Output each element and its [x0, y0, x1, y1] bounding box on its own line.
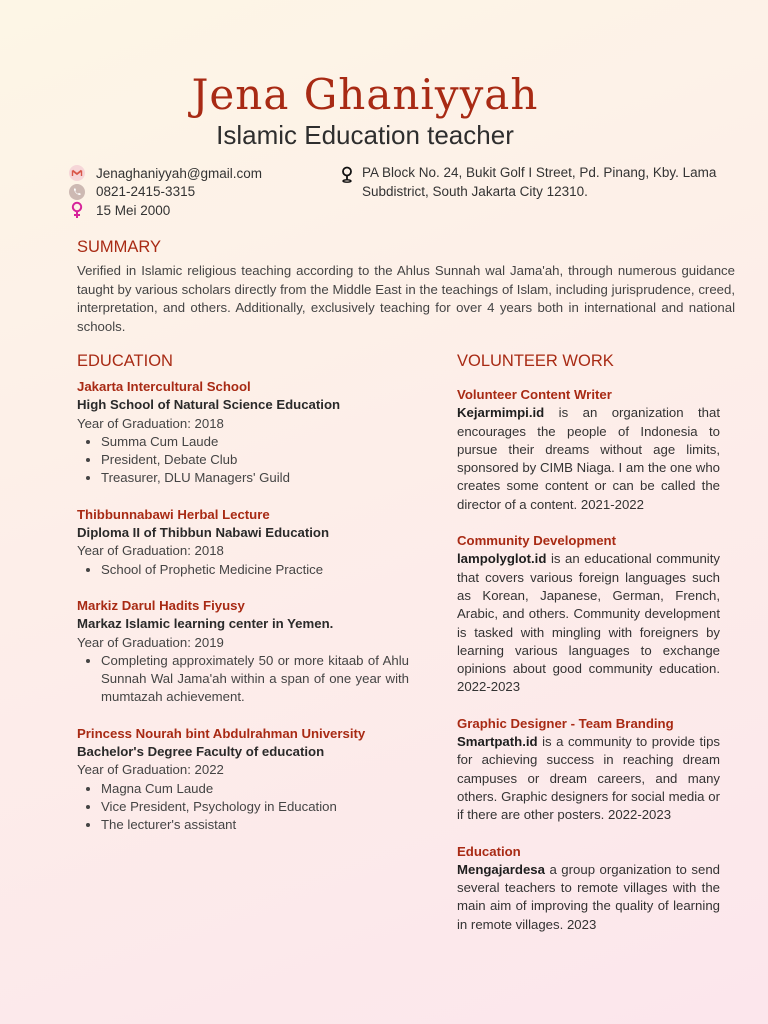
volunteer-desc-text: is an organization that encourages the people of Indonesia to pursue their dreams without age limits, sponsored by CIMB Niaga. I am the one who creates some content or can be called the director of a content. 2021-2022	[457, 405, 720, 512]
volunteer-title: Community Development	[457, 533, 617, 549]
education-degree: Diploma II of Thibbun Nabawi Education	[77, 525, 330, 541]
volunteer-title: Education	[457, 843, 521, 859]
education-entry	[77, 725, 409, 835]
education-bullet: • Magna Cum Laude	[101, 780, 409, 798]
education-entry	[77, 506, 409, 579]
contact-address-block	[340, 164, 730, 201]
education-year: Year of Graduation: 2018	[77, 415, 224, 431]
education-entry	[77, 597, 409, 707]
contact-list	[68, 164, 262, 220]
education-heading: EDUCATION	[77, 352, 173, 370]
female-icon	[68, 202, 86, 218]
contact-phone: 0821-2415-3315	[96, 184, 196, 200]
contact-email[interactable]: Jenaghaniyyah@gmail.com	[96, 165, 263, 181]
education-bullet: • School of Prophetic Medicine Practice	[101, 561, 409, 579]
volunteer-org: lampolyglot.id	[457, 551, 547, 567]
volunteer-entry	[457, 715, 720, 825]
volunteer-title: Graphic Designer - Team Branding	[457, 715, 674, 731]
education-bullet: • Treasurer, DLU Managers' Guild	[101, 469, 409, 487]
contact-birthdate-row	[68, 201, 262, 220]
education-bullet: • Vice President, Psychology in Education	[101, 798, 409, 816]
education-year: Year of Graduation: 2019	[77, 634, 224, 650]
volunteer-desc-text: is a community to provide tips for achieving success in reaching dream campuses or dream careers, and many others. Graphic designers for social media or if there are other posters. 2022-2023	[457, 734, 720, 823]
volunteer-description	[457, 550, 720, 696]
gmail-icon	[68, 165, 86, 181]
location-pin-icon	[340, 164, 354, 201]
volunteer-desc-text: is an educational community that covers various foreign languages such as Korean, Japanese, German, French, Arabic, and others. Community development is tasked with mingling with foreigners by learning various languages to exchange opinions about good community education. 2022-2023	[457, 551, 720, 695]
education-year: Year of Graduation: 2022	[77, 762, 224, 778]
volunteer-column	[457, 386, 720, 952]
education-bullets	[77, 652, 409, 707]
volunteer-description	[457, 733, 720, 824]
contact-address: PA Block No. 24, Bukit Golf I Street, Pd. Pinang, Kby. Lama Subdistrict, South Jakarta City 12310.	[362, 165, 717, 199]
education-degree: High School of Natural Science Education	[77, 397, 341, 413]
volunteer-entry	[457, 386, 720, 514]
education-column	[77, 378, 409, 853]
education-bullets	[77, 780, 409, 835]
education-school: Markiz Darul Hadits Fiyusy	[77, 597, 245, 613]
summary-heading: SUMMARY	[77, 238, 162, 256]
education-bullets	[77, 433, 409, 488]
contact-phone-row	[68, 183, 262, 202]
volunteer-title: Volunteer Content Writer	[457, 387, 612, 402]
volunteer-description	[457, 404, 720, 514]
volunteer-entry	[457, 843, 720, 934]
education-bullet: • The lecturer's assistant	[101, 816, 409, 834]
volunteer-description	[457, 861, 720, 934]
education-degree: Markaz Islamic learning center in Yemen.	[77, 616, 334, 632]
education-bullet: • Completing approximately 50 or more kitaab of Ahlu Sunnah Wal Jama'ah within a span of one year with mumtazah achievement.	[101, 652, 409, 707]
volunteer-org: Mengajardesa	[457, 861, 545, 877]
resume-name: Jena Ghaniyyah	[191, 70, 539, 119]
contact-email-row	[68, 164, 262, 183]
volunteer-org: Smartpath.id	[457, 734, 538, 750]
education-year: Year of Graduation: 2018	[77, 543, 224, 559]
education-school: Princess Nourah bint Abdulrahman University	[77, 725, 366, 741]
education-bullets	[77, 561, 409, 579]
education-school: Thibbunnabawi Herbal Lecture	[77, 506, 270, 522]
education-bullet: • President, Debate Club	[101, 451, 409, 469]
volunteer-org: Kejarmimpi.id	[457, 405, 545, 421]
education-degree: Bachelor's Degree Faculty of education	[77, 744, 325, 760]
volunteer-heading: VOLUNTEER WORK	[457, 352, 614, 370]
education-bullet: • Summa Cum Laude	[101, 433, 409, 451]
contact-birthdate: 15 Mei 2000	[96, 202, 171, 218]
volunteer-entry	[457, 532, 720, 697]
education-entry	[77, 378, 409, 488]
summary-text: Verified in Islamic religious teaching according to the Ahlus Sunnah wal Jama'ah, through numerous guidance taught by various scholars directly from the Middle East in the teachings of Islam, including jurisprudence, creed, interpretation, and others. Additionally, exclusively teaching for over 4 years both in international and national schools.	[77, 263, 735, 334]
phone-icon	[68, 184, 86, 200]
volunteer-desc-text: a group organization to send several teachers to remote villages with the main aim of improving the quality of learning in remote villages. 2023	[457, 861, 720, 932]
resume-role: Islamic Education teacher	[216, 120, 514, 150]
education-school: Jakarta Intercultural School	[77, 379, 251, 394]
